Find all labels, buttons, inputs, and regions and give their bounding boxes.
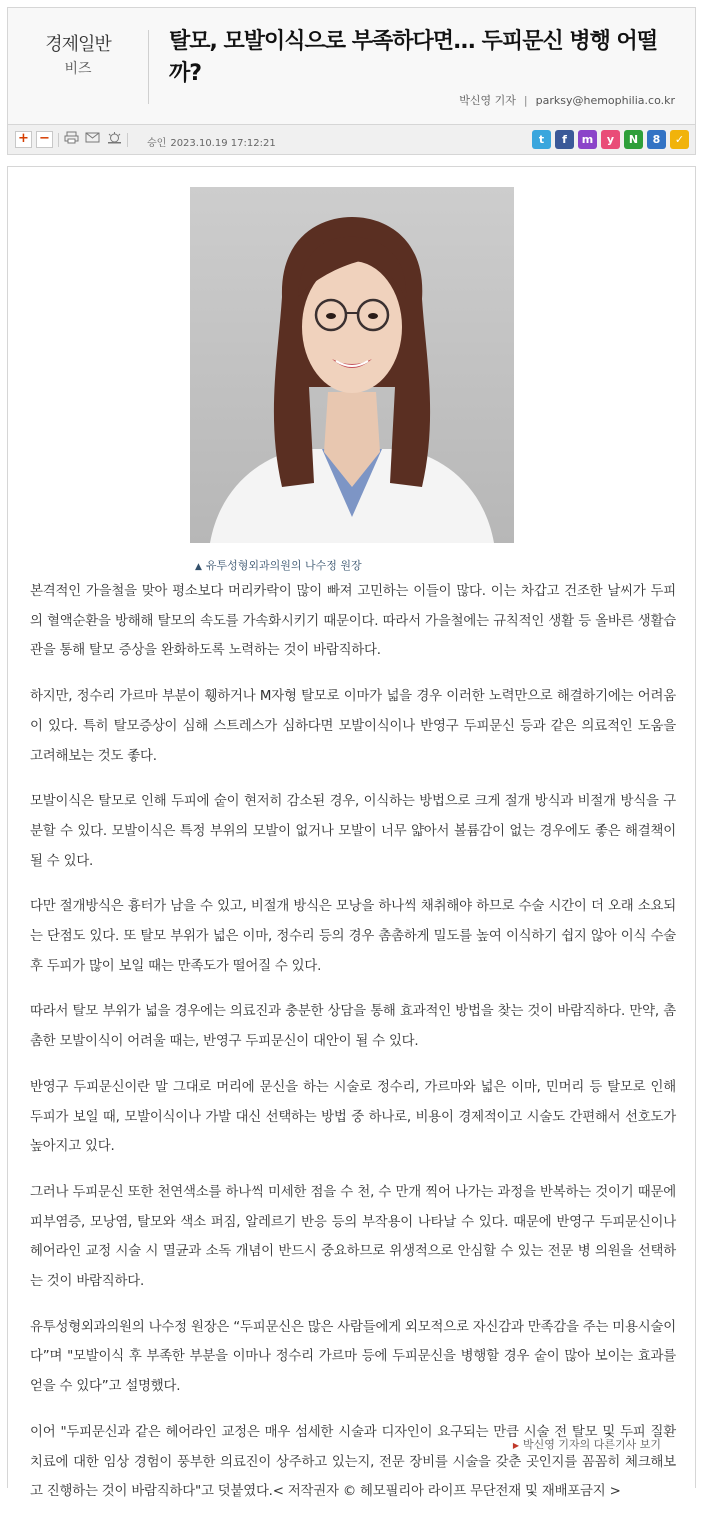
- paragraph: 유투성형외과의원의 나수정 원장은 “두피문신은 많은 사람들에게 외모적으로 자신감과 만족감을 주는 미용시술이다”며 "모발이식 후 부족한 부분을 이마나 정수리 가르마 등에 두피문신을 병행할 경우 숱이 많아 보이는 효과를 얻을 수 있다”고 설명했다.: [30, 1319, 676, 1395]
- paragraph: 다만 절개방식은 흉터가 남을 수 있고, 비절개 방식은 모낭을 하나씩 채취해야 하므로 수술 시간이 더 오래 소요되는 단점도 있다. 또 탈모 부위가 넓은 이마, 정수리 등의 경우 촘촘하게 밀도를 높여 이식하기 쉽지 않아 이식 수술 후 두피가 많이 보일 때는 만족도가 떨어질 수 있다.: [30, 899, 676, 974]
- yozm-icon[interactable]: y: [601, 130, 620, 149]
- me2day-icon[interactable]: m: [578, 130, 597, 149]
- approval-stamp: [147, 134, 276, 149]
- byline: [459, 92, 675, 108]
- paragraph: 반영구 두피문신이란 말 그대로 머리에 문신을 하는 시술로 정수리, 가르마와 넓은 이마, 민머리 등 탈모로 인해 두피가 보일 때, 모발이식이나 가발 대신 선택하는 방법 중 하나로, 비용이 경제적이고 시술도 간편해서 선호도가 높아지고 있다.: [30, 1079, 676, 1155]
- font-decrease-button[interactable]: −: [36, 131, 53, 148]
- more-articles-link[interactable]: [513, 1436, 661, 1452]
- bookmark-icon[interactable]: ✓: [670, 130, 689, 149]
- category-label[interactable]: 경제일반: [45, 34, 111, 55]
- reporter-name[interactable]: 박신영 기자: [459, 94, 516, 107]
- more-articles-label[interactable]: 박신영 기자의 다른기사 보기: [522, 1438, 661, 1451]
- article-header: [7, 7, 696, 125]
- approval-label: 승인: [147, 138, 167, 149]
- twitter-icon[interactable]: t: [532, 130, 551, 149]
- approval-datetime: 2023.10.19 17:12:21: [170, 138, 276, 149]
- section-label: [8, 30, 148, 78]
- paragraph: 본격적인 가을철을 맞아 평소보다 머리카락이 많이 빠져 고민하는 이들이 많다. 이는 차갑고 건조한 날씨가 두피의 혈액순환을 방해해 탈모의 속도를 가속화시키기 때문이다. 따라서 가을철에는 규칙적인 생활 등 올바른 생활습관을 통해 탈모 증상을 완화하도록 노력하는 것이 바람직하다.: [30, 584, 676, 659]
- paragraph: 모발이식은 탈모로 인해 두피에 숱이 현저히 감소된 경우, 이식하는 방법으로 크게 절개 방식과 비절개 방식을 구분할 수 있다. 모발이식은 특정 부위의 모발이 없거나 모발이 너무 얇아서 볼륨감이 없는 경우에도 좋은 해결책이 될 수 있다.: [30, 794, 676, 869]
- subcategory-label[interactable]: 비즈: [64, 61, 92, 77]
- divider: [148, 30, 149, 104]
- print-icon[interactable]: [63, 131, 80, 148]
- article-text: [30, 577, 676, 1523]
- toolbar-divider: [127, 133, 128, 147]
- email-icon[interactable]: [84, 131, 101, 148]
- facebook-icon[interactable]: f: [555, 130, 574, 149]
- toolbar-divider: [58, 133, 59, 147]
- caption-triangle-icon: ▲: [195, 562, 202, 572]
- error-report-icon[interactable]: [106, 131, 123, 148]
- article-body: [7, 166, 696, 1500]
- paragraph: 하지만, 정수리 가르마 부분이 휑하거나 M자형 탈모로 이마가 넓을 경우 이러한 노력만으로 해결하기에는 어려움이 있다. 특히 탈모증상이 심해 스트레스가 심하다면 모발이식이나 반영구 두피문신 등과 같은 의료적인 도움을 고려해보는 것도 좋다.: [30, 689, 676, 764]
- byline-separator: |: [523, 94, 528, 107]
- photo-caption: [195, 557, 362, 573]
- paragraph: 따라서 탈모 부위가 넓을 경우에는 의료진과 충분한 상담을 통해 효과적인 방법을 찾는 것이 바람직하다. 만약, 촘촘한 모발이식이 어려울 때는, 반영구 두피문신이 대안이 될 수 있다.: [30, 1004, 676, 1050]
- article-photo: [190, 187, 514, 543]
- font-increase-button[interactable]: +: [15, 131, 32, 148]
- article-toolbar: [7, 124, 696, 155]
- reporter-email[interactable]: parksy@hemophilia.co.kr: [535, 94, 675, 107]
- paragraph: 그러나 두피문신 또한 천연색소를 하나씩 미세한 점을 수 천, 수 만개 찍어 나가는 과정을 반복하는 것이기 때문에 피부염증, 모낭염, 탈모와 색소 퍼짐, 알레르기 반응 등의 부작용이 나타날 수 있다. 때문에 반영구 두피문신이나 헤어라인 교정 시술 시 멸균과 소독 개념이 반드시 중요하므로 위생적으로 안심할 수 있는 전문 병 의원을 선택하는 것이 바람직하다.: [30, 1184, 676, 1290]
- article-title: 탈모, 모발이식으로 부족하다면... 두피문신 병행 어떨까?: [169, 29, 658, 86]
- naver-icon[interactable]: N: [624, 130, 643, 149]
- arrow-right-icon: ▶: [512, 1441, 519, 1450]
- paragraph: 이어 "두피문신과 같은 헤어라인 교정은 매우 섬세한 시술과 디자인이 요구되는 만큼 시술 전 탈모 및 두피 질환 치료에 대한 임상 경험이 풍부한 의료진이 상주하고 있는지, 전문 장비를 시술을 갖춘 곳인지를 꼼꼼히 체크해보고 진행하는 것이 바람직하다"고 덧붙였다.< 저작권자 © 헤모필리아 라이프 무단전재 및 재배포금지 >: [30, 1424, 676, 1500]
- google-icon[interactable]: 8: [647, 130, 666, 149]
- caption-text: 유투성형외과의원의 나수정 원장: [205, 559, 362, 572]
